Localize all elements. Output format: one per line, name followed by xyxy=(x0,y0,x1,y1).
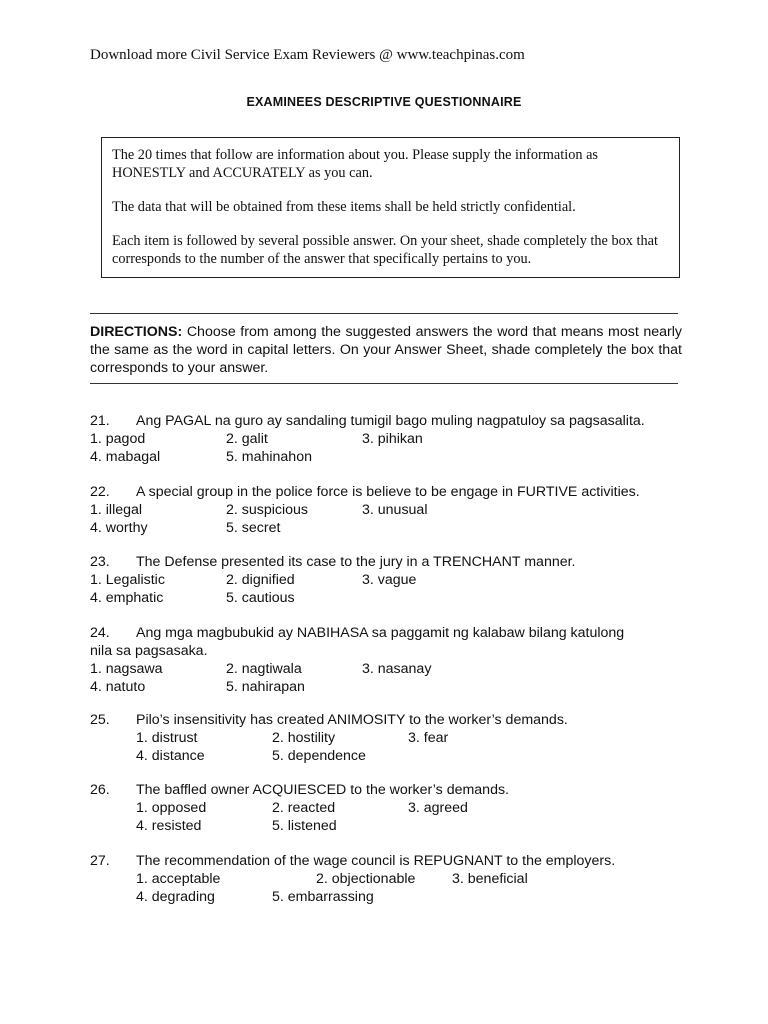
question-text: The recommendation of the wage council is REPUGNANT to the employers. xyxy=(136,853,616,869)
question-22 xyxy=(90,483,690,537)
download-header: Download more Civil Service Exam Reviewers @ www.teachpinas.com xyxy=(90,47,525,63)
directions-block xyxy=(90,323,682,377)
option-2[interactable]: 2. galit xyxy=(226,431,268,447)
option-4[interactable]: 4. mabagal xyxy=(90,449,161,465)
option-5[interactable]: 5. embarrassing xyxy=(272,889,374,905)
option-5[interactable]: 5. listened xyxy=(272,818,337,834)
option-4[interactable]: 4. degrading xyxy=(136,889,215,905)
option-3[interactable]: 3. pihikan xyxy=(362,431,423,447)
option-1[interactable]: 1. nagsawa xyxy=(90,661,163,677)
question-text: A special group in the police force is believe to be engage in FURTIVE activities. xyxy=(136,484,640,500)
directions-bottom-rule xyxy=(90,383,678,384)
option-2[interactable]: 2. reacted xyxy=(272,800,336,816)
option-4[interactable]: 4. natuto xyxy=(90,679,146,695)
option-2[interactable]: 2. dignified xyxy=(226,572,295,588)
question-number: 26. xyxy=(90,782,110,798)
option-5[interactable]: 5. dependence xyxy=(272,748,366,764)
option-3[interactable]: 3. unusual xyxy=(362,502,428,518)
directions-top-rule xyxy=(90,313,678,314)
question-25 xyxy=(90,711,690,765)
directions-text: Choose from among the suggested answers the word that means most nearly the same as the word in capital letters. On your Answer Sheet, shade completely the box that corresponds to your answer. xyxy=(90,324,682,376)
info-paragraph-3: Each item is followed by several possible answer. On your sheet, shade completely the box that corresponds to the number of the answer that specifically pertains to you. xyxy=(112,233,658,267)
option-4[interactable]: 4. emphatic xyxy=(90,590,164,606)
option-3[interactable]: 3. agreed xyxy=(408,800,468,816)
option-1[interactable]: 1. distrust xyxy=(136,730,198,746)
question-text: The Defense presented its case to the jury in a TRENCHANT manner. xyxy=(136,554,576,570)
directions-label: DIRECTIONS: xyxy=(90,324,183,340)
info-paragraph-2: The data that will be obtained from these items shall be held strictly confidential. xyxy=(112,199,576,215)
option-2[interactable]: 2. hostility xyxy=(272,730,336,746)
option-4[interactable]: 4. resisted xyxy=(136,818,202,834)
question-text: Pilo’s insensitivity has created ANIMOSITY to the worker’s demands. xyxy=(136,712,568,728)
question-number: 24. xyxy=(90,625,110,641)
option-2[interactable]: 2. suspicious xyxy=(226,502,309,518)
option-1[interactable]: 1. illegal xyxy=(90,502,143,518)
option-5[interactable]: 5. cautious xyxy=(226,590,295,606)
question-number: 21. xyxy=(90,413,110,429)
question-24 xyxy=(90,624,690,696)
page-title: EXAMINEES DESCRIPTIVE QUESTIONNAIRE xyxy=(246,95,522,109)
question-text-continued: nila sa pagsasaka. xyxy=(90,643,208,659)
option-1[interactable]: 1. pagod xyxy=(90,431,146,447)
question-text: The baffled owner ACQUIESCED to the worker’s demands. xyxy=(136,782,509,798)
question-number: 23. xyxy=(90,554,110,570)
option-3[interactable]: 3. fear xyxy=(408,730,449,746)
option-4[interactable]: 4. distance xyxy=(136,748,205,764)
question-23 xyxy=(90,553,690,607)
question-number: 27. xyxy=(90,853,110,869)
option-5[interactable]: 5. nahirapan xyxy=(226,679,305,695)
question-text: Ang mga magbubukid ay NABIHASA sa paggamit ng kalabaw bilang katulong xyxy=(136,625,625,641)
question-21 xyxy=(90,412,690,466)
question-26 xyxy=(90,781,690,835)
option-5[interactable]: 5. mahinahon xyxy=(226,449,312,465)
option-1[interactable]: 1. opposed xyxy=(136,800,207,816)
option-3[interactable]: 3. nasanay xyxy=(362,661,432,677)
question-text: Ang PAGAL na guro ay sandaling tumigil bago muling nagpatuloy sa pagsasalita. xyxy=(136,413,645,429)
question-27 xyxy=(90,852,690,906)
option-1[interactable]: 1. acceptable xyxy=(136,871,221,887)
info-box xyxy=(101,137,680,278)
option-2[interactable]: 2. objectionable xyxy=(316,871,416,887)
option-1[interactable]: 1. Legalistic xyxy=(90,572,165,588)
question-number: 22. xyxy=(90,484,110,500)
option-5[interactable]: 5. secret xyxy=(226,520,281,536)
info-paragraph-1: The 20 times that follow are information about you. Please supply the information as HONESTLY and ACCURATELY as you can. xyxy=(112,147,598,181)
option-3[interactable]: 3. beneficial xyxy=(452,871,528,887)
question-number: 25. xyxy=(90,712,110,728)
option-2[interactable]: 2. nagtiwala xyxy=(226,661,302,677)
option-4[interactable]: 4. worthy xyxy=(90,520,148,536)
option-3[interactable]: 3. vague xyxy=(362,572,417,588)
